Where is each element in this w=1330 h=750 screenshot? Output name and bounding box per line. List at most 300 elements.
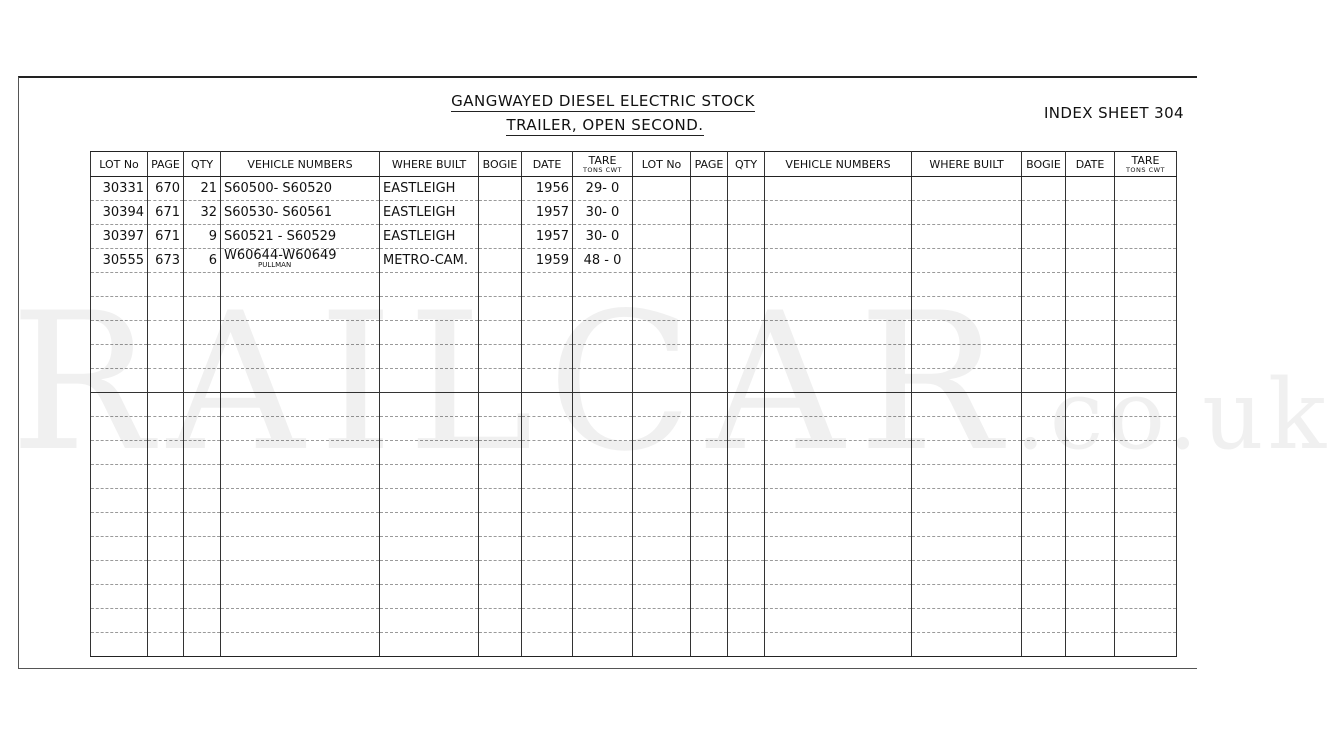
tare-cell [1115, 297, 1177, 321]
tare-cell [573, 417, 633, 441]
date-cell [1066, 417, 1115, 441]
qty-cell [728, 513, 765, 537]
tare-cell [573, 633, 633, 657]
tare-cell [1115, 273, 1177, 297]
bogie-cell [479, 489, 522, 513]
date-cell [1066, 201, 1115, 225]
lot-no-cell [91, 417, 148, 441]
tare-cell [1115, 633, 1177, 657]
qty-cell [728, 201, 765, 225]
vehicle-numbers-cell [221, 465, 380, 489]
lot-no-cell [633, 633, 691, 657]
col-page: PAGE [148, 152, 184, 177]
date-cell [522, 393, 573, 417]
tare-cell [1115, 465, 1177, 489]
qty-cell [728, 177, 765, 201]
title-line-2: TRAILER, OPEN SECOND. [506, 116, 704, 134]
vehicle-numbers-cell: S60530- S60561 [221, 201, 380, 225]
bogie-cell [1022, 633, 1066, 657]
date-cell [522, 633, 573, 657]
qty-cell [184, 321, 221, 345]
qty-cell [184, 417, 221, 441]
vehicle-numbers-cell [765, 321, 912, 345]
vehicle-numbers-cell [765, 609, 912, 633]
col-vehicle-numbers: VEHICLE NUMBERS [221, 152, 380, 177]
date-cell [1066, 513, 1115, 537]
tare-cell [1115, 489, 1177, 513]
qty-cell [728, 633, 765, 657]
where-built-cell [380, 609, 479, 633]
tare-cell [573, 537, 633, 561]
page-cell [148, 393, 184, 417]
tare-cell [573, 561, 633, 585]
where-built-cell [380, 321, 479, 345]
qty-cell [184, 609, 221, 633]
vehicle-numbers-cell [221, 609, 380, 633]
vehicle-numbers-cell [221, 489, 380, 513]
page-cell [691, 513, 728, 537]
tare-cell [1115, 369, 1177, 393]
lot-no-cell [633, 585, 691, 609]
where-built-cell [912, 201, 1022, 225]
bogie-cell [479, 201, 522, 225]
page-cell [691, 417, 728, 441]
where-built-cell [912, 369, 1022, 393]
qty-cell [728, 273, 765, 297]
tare-cell [1115, 561, 1177, 585]
where-built-cell [380, 465, 479, 489]
date-cell [522, 561, 573, 585]
date-cell [1066, 441, 1115, 465]
qty-cell [184, 345, 221, 369]
bogie-cell [1022, 393, 1066, 417]
lot-no-cell [91, 441, 148, 465]
date-cell [522, 297, 573, 321]
page-cell [691, 297, 728, 321]
vehicle-numbers-cell [765, 393, 912, 417]
table-row [91, 345, 1177, 369]
where-built-cell [912, 609, 1022, 633]
col-bogie-2: BOGIE [1022, 152, 1066, 177]
page-cell [148, 369, 184, 393]
page-cell [148, 513, 184, 537]
vehicle-numbers-cell [221, 513, 380, 537]
tare-cell [573, 273, 633, 297]
vehicle-numbers-cell [765, 489, 912, 513]
tare-cell [1115, 585, 1177, 609]
bogie-cell [479, 513, 522, 537]
vehicle-numbers-cell [765, 369, 912, 393]
where-built-cell [380, 417, 479, 441]
date-cell [522, 585, 573, 609]
lot-no-cell [91, 609, 148, 633]
lot-no-cell [633, 441, 691, 465]
vehicle-numbers-cell [221, 273, 380, 297]
bogie-cell [479, 585, 522, 609]
date-cell [1066, 609, 1115, 633]
tare-cell [1115, 417, 1177, 441]
bogie-cell [479, 297, 522, 321]
vehicle-note: PULLMAN [258, 261, 292, 269]
date-cell: 1956 [522, 177, 573, 201]
page-cell [148, 585, 184, 609]
vehicle-numbers-cell [221, 417, 380, 441]
qty-cell [184, 585, 221, 609]
table-row [91, 537, 1177, 561]
vehicle-numbers-cell [765, 273, 912, 297]
page-cell [691, 225, 728, 249]
qty-cell [728, 465, 765, 489]
date-cell [522, 489, 573, 513]
qty-cell [728, 609, 765, 633]
page-cell [691, 489, 728, 513]
where-built-cell [912, 393, 1022, 417]
page-cell [691, 249, 728, 273]
vehicle-numbers-cell [221, 345, 380, 369]
vehicle-numbers-cell: S60500- S60520 [221, 177, 380, 201]
lot-no-cell [91, 369, 148, 393]
date-cell [1066, 489, 1115, 513]
table-row [91, 297, 1177, 321]
date-cell [522, 417, 573, 441]
vehicle-numbers-cell: S60521 - S60529 [221, 225, 380, 249]
where-built-cell [380, 585, 479, 609]
col-tare [573, 152, 633, 177]
page-cell [148, 297, 184, 321]
date-cell [1066, 393, 1115, 417]
bogie-cell [1022, 273, 1066, 297]
stock-ledger-table [90, 151, 1177, 657]
vehicle-numbers-cell [765, 297, 912, 321]
page-cell [148, 561, 184, 585]
where-built-cell: METRO-CAM. [380, 249, 479, 273]
lot-no-cell [633, 225, 691, 249]
tare-cell [573, 297, 633, 321]
vehicle-numbers-cell [221, 393, 380, 417]
tare-cell [573, 609, 633, 633]
qty-cell [728, 561, 765, 585]
lot-no-cell [633, 465, 691, 489]
vehicle-numbers-cell [765, 249, 912, 273]
bogie-cell [479, 441, 522, 465]
vehicle-numbers-text: W60644-W60649 [224, 248, 337, 263]
qty-cell [728, 417, 765, 441]
bogie-cell [1022, 537, 1066, 561]
date-cell [1066, 561, 1115, 585]
lot-no-cell [91, 585, 148, 609]
bogie-cell [479, 225, 522, 249]
table-row [91, 321, 1177, 345]
qty-cell [184, 561, 221, 585]
lot-no-cell [91, 561, 148, 585]
page-cell [691, 465, 728, 489]
where-built-cell [912, 225, 1022, 249]
bogie-cell [1022, 297, 1066, 321]
qty-cell [728, 225, 765, 249]
lot-no-cell [633, 489, 691, 513]
col-qty: QTY [184, 152, 221, 177]
table-row [91, 441, 1177, 465]
qty-cell [728, 249, 765, 273]
bogie-cell [1022, 249, 1066, 273]
where-built-cell [912, 297, 1022, 321]
vehicle-numbers-cell [765, 417, 912, 441]
vehicle-numbers-cell [221, 441, 380, 465]
qty-cell [728, 441, 765, 465]
vehicle-numbers-cell [221, 585, 380, 609]
vehicle-numbers-cell [765, 465, 912, 489]
date-cell [1066, 297, 1115, 321]
table-row [91, 489, 1177, 513]
tare-cell [1115, 513, 1177, 537]
lot-no-cell [633, 249, 691, 273]
date-cell [522, 537, 573, 561]
qty-cell [728, 369, 765, 393]
where-built-cell [912, 417, 1022, 441]
bogie-cell [479, 609, 522, 633]
where-built-cell [912, 177, 1022, 201]
where-built-cell [380, 393, 479, 417]
col-lot-no-2: LOT No [633, 152, 691, 177]
bogie-cell [1022, 441, 1066, 465]
lot-no-cell [633, 297, 691, 321]
vehicle-numbers-cell [765, 225, 912, 249]
page-cell [691, 561, 728, 585]
date-cell: 1957 [522, 201, 573, 225]
vehicle-numbers-cell [221, 321, 380, 345]
table-row [91, 633, 1177, 657]
table-row [91, 513, 1177, 537]
date-cell: 1957 [522, 225, 573, 249]
where-built-cell [380, 345, 479, 369]
lot-no-cell [633, 321, 691, 345]
date-cell [522, 321, 573, 345]
tare-cell [573, 369, 633, 393]
date-cell: 1959 [522, 249, 573, 273]
tare-cell [573, 441, 633, 465]
date-cell [522, 441, 573, 465]
bogie-cell [1022, 345, 1066, 369]
where-built-cell [380, 297, 479, 321]
page-cell [691, 537, 728, 561]
where-built-cell [912, 561, 1022, 585]
lot-no-cell [633, 345, 691, 369]
vehicle-numbers-cell [765, 537, 912, 561]
qty-cell [728, 345, 765, 369]
where-built-cell: EASTLEIGH [380, 225, 479, 249]
where-built-cell [912, 441, 1022, 465]
bogie-cell [1022, 321, 1066, 345]
table-row [91, 561, 1177, 585]
bogie-cell [1022, 561, 1066, 585]
table-row [91, 417, 1177, 441]
date-cell [1066, 225, 1115, 249]
lot-no-cell [633, 537, 691, 561]
tare-cell [573, 585, 633, 609]
page-cell [691, 321, 728, 345]
lot-no-cell [91, 321, 148, 345]
qty-cell [184, 537, 221, 561]
lot-no-cell [91, 537, 148, 561]
date-cell [522, 369, 573, 393]
page-cell [691, 393, 728, 417]
tare-units: TONS CWT [582, 165, 623, 174]
bogie-cell [1022, 201, 1066, 225]
bogie-cell [479, 537, 522, 561]
where-built-cell [912, 465, 1022, 489]
vehicle-numbers-cell [765, 513, 912, 537]
qty-cell [728, 297, 765, 321]
tare-cell [1115, 321, 1177, 345]
where-built-cell [912, 489, 1022, 513]
where-built-cell [380, 489, 479, 513]
page-cell [691, 441, 728, 465]
index-sheet-label: INDEX SHEET 304 [1043, 104, 1184, 122]
tare-cell: 48 - 0 [573, 249, 633, 273]
tare-cell [1115, 249, 1177, 273]
qty-cell [184, 273, 221, 297]
tare-cell [1115, 609, 1177, 633]
watermark-sub: .co.uk [1015, 359, 1330, 471]
page-cell [691, 345, 728, 369]
vehicle-numbers-cell [221, 633, 380, 657]
page-cell: 671 [148, 201, 184, 225]
lot-no-cell: 30331 [91, 177, 148, 201]
lot-no-cell [91, 513, 148, 537]
lot-no-cell [633, 273, 691, 297]
tare-cell [1115, 537, 1177, 561]
qty-cell: 6 [184, 249, 221, 273]
tare-label: TARE [588, 153, 617, 167]
lot-no-cell: 30555 [91, 249, 148, 273]
bogie-cell [479, 417, 522, 441]
qty-cell: 32 [184, 201, 221, 225]
vehicle-numbers-cell [765, 345, 912, 369]
lot-no-cell [91, 273, 148, 297]
date-cell [1066, 585, 1115, 609]
tare-cell [1115, 393, 1177, 417]
bogie-cell [479, 369, 522, 393]
table-row [91, 177, 1177, 201]
lot-no-cell [633, 201, 691, 225]
page-cell [691, 633, 728, 657]
table-row [91, 249, 1177, 273]
date-cell [1066, 633, 1115, 657]
qty-cell [728, 393, 765, 417]
tare-cell [1115, 225, 1177, 249]
bogie-cell [479, 321, 522, 345]
page-cell [148, 321, 184, 345]
where-built-cell: EASTLEIGH [380, 201, 479, 225]
where-built-cell [912, 345, 1022, 369]
lot-no-cell [633, 393, 691, 417]
table-row [91, 225, 1177, 249]
date-cell [522, 273, 573, 297]
page-cell [148, 537, 184, 561]
page-cell [148, 465, 184, 489]
page-cell [691, 273, 728, 297]
page-cell [691, 201, 728, 225]
lot-no-cell: 30394 [91, 201, 148, 225]
bogie-cell [479, 273, 522, 297]
vehicle-numbers-cell [221, 297, 380, 321]
date-cell [1066, 465, 1115, 489]
where-built-cell [380, 513, 479, 537]
page-cell [148, 633, 184, 657]
bogie-cell [1022, 225, 1066, 249]
page-cell [148, 345, 184, 369]
tare-cell [573, 465, 633, 489]
where-built-cell [380, 633, 479, 657]
col-where-built-2: WHERE BUILT [912, 152, 1022, 177]
col-lot-no: LOT No [91, 152, 148, 177]
col-where-built: WHERE BUILT [380, 152, 479, 177]
page-cell [148, 609, 184, 633]
bogie-cell [479, 633, 522, 657]
tare-cell [573, 321, 633, 345]
page-cell [148, 417, 184, 441]
date-cell [522, 513, 573, 537]
col-date: DATE [522, 152, 573, 177]
bogie-cell [479, 465, 522, 489]
table-row [91, 273, 1177, 297]
tare-cell [573, 489, 633, 513]
tare-cell: 29- 0 [573, 177, 633, 201]
bogie-cell [1022, 585, 1066, 609]
watermark-main: RAILCAR [10, 272, 1016, 493]
bogie-cell [479, 177, 522, 201]
vehicle-numbers-cell [765, 633, 912, 657]
lot-no-cell [91, 489, 148, 513]
date-cell [1066, 345, 1115, 369]
where-built-cell: EASTLEIGH [380, 177, 479, 201]
vehicle-numbers-cell [221, 369, 380, 393]
col-qty-2: QTY [728, 152, 765, 177]
lot-no-cell [633, 513, 691, 537]
date-cell [522, 609, 573, 633]
lot-no-cell [91, 633, 148, 657]
qty-cell [728, 489, 765, 513]
date-cell [1066, 369, 1115, 393]
qty-cell: 21 [184, 177, 221, 201]
vehicle-numbers-cell [221, 537, 380, 561]
bogie-cell [1022, 417, 1066, 441]
bogie-cell [479, 393, 522, 417]
col-page-2: PAGE [691, 152, 728, 177]
page-cell: 670 [148, 177, 184, 201]
col-date-2: DATE [1066, 152, 1115, 177]
tare-cell [1115, 441, 1177, 465]
qty-cell [184, 369, 221, 393]
where-built-cell [380, 273, 479, 297]
page-cell [691, 609, 728, 633]
vehicle-numbers-cell [765, 201, 912, 225]
where-built-cell [912, 249, 1022, 273]
bogie-cell [479, 249, 522, 273]
qty-cell [184, 633, 221, 657]
qty-cell [184, 297, 221, 321]
qty-cell [184, 441, 221, 465]
table-row [91, 609, 1177, 633]
where-built-cell [912, 321, 1022, 345]
page-cell [691, 177, 728, 201]
tare-cell [573, 393, 633, 417]
qty-cell [184, 489, 221, 513]
bogie-cell [1022, 489, 1066, 513]
page-cell: 673 [148, 249, 184, 273]
tare-cell: 30- 0 [573, 225, 633, 249]
vehicle-numbers-cell [765, 585, 912, 609]
